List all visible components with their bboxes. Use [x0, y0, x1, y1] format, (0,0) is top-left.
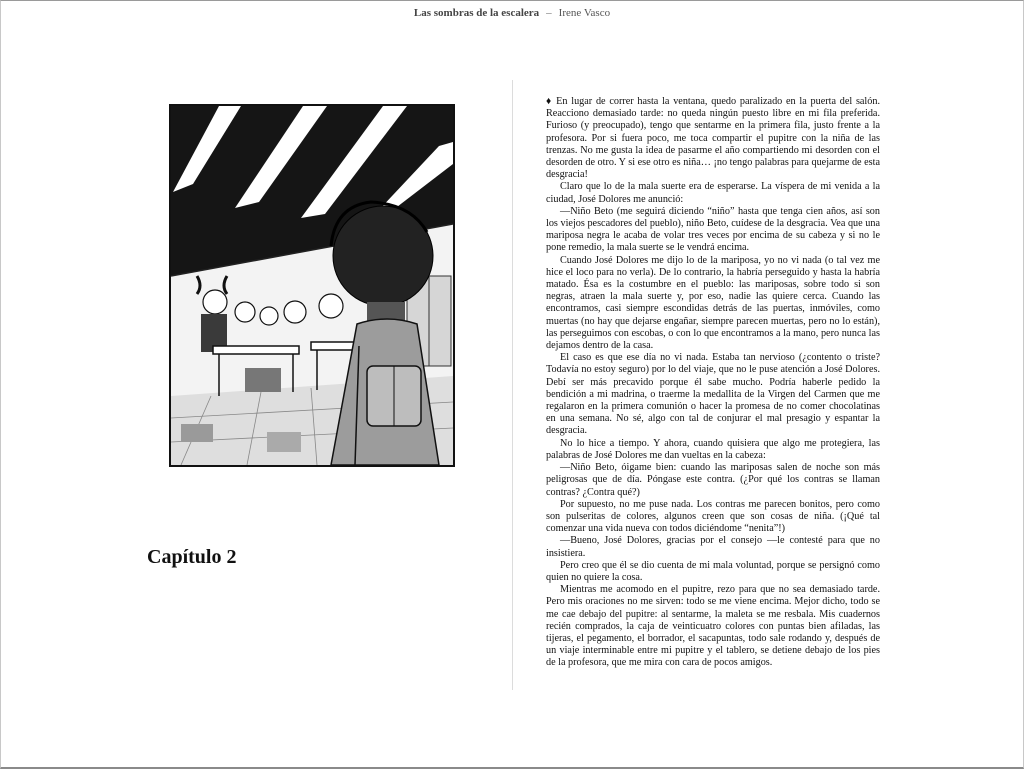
chapter-heading: Capítulo 2 — [147, 546, 237, 568]
paragraph: —Bueno, José Dolores, gracias por el consejo —le contesté para que no insistiera. — [546, 535, 880, 559]
book-author: Irene Vasco — [558, 7, 611, 19]
page-spine-divider — [512, 80, 513, 690]
book-title: Las sombras de la escalera — [413, 7, 540, 19]
paragraph: No lo hice a tiempo. Y ahora, cuando quisiera que algo me protegiera, las palabras de José Dolores me dan vueltas en la cabeza: — [546, 437, 880, 461]
header-separator: – — [546, 7, 552, 19]
paragraph: Mientras me acomodo en el pupitre, rezo para que no sea demasiado tarde. Pero mis oraciones no me sirven: todo se me viene encima. Mejor dicho, todo se me cae debajo del pupitre: al sentarme, la maleta se me resbala. Mis cuadernos recién comprados, la caja de veinticuatro colores con puntas bien afiladas, las tijeras, el pegamento, el borrador, el sacapuntas, todo sale rodando y, después de un viaje interminable entre mi pupitre y el tablero, se detiene debajo de los pies de la profesora, que me mira con cara de pocos amigos. — [546, 584, 880, 669]
classroom-illustration — [169, 104, 455, 467]
chapter-text — [546, 96, 880, 670]
paragraph: Cuando José Dolores me dijo lo de la mariposa, yo no vi nada (o tal vez me hice el loco para no verla). De lo contrario, la habría perseguido y hasta la habría matado. Ésa es la costumbre en el pueblo: las mariposas, sobre todo si son negras, atraen la mala suerte y, por eso, nadie las quiere cerca. Cuando las encontramos, casi siempre escondidas detrás de las puertas, inmóviles, como muertas (no hay que dejarse engañar, siempre parecen muertas, pero no lo están), las perseguimos con escobas, o con lo que encontramos a la mano, pero nunca las dejamos dentro de la casa. — [546, 254, 880, 352]
paragraph: —Niño Beto (me seguirá diciendo “niño” hasta que tenga cien años, así son los viejos pescadores del pueblo), niño Beto, cuídese de la desgracia. Vea que una mariposa negra le acaba de volar tres veces por encima de su cabeza y si no le pone remedio, la mala suerte se le vendrá encima. — [546, 205, 880, 254]
paragraph: El caso es que ese día no vi nada. Estaba tan nervioso (¿contento o triste? Todavía no estoy seguro) por lo del viaje, que no le puse atención a José Dolores. Debí ser más precavido porque él sabe mucho. Podría haberle pedido la bendición a mi madrina, o traerme la medallita de la Virgen del Carmen que me regalaron en la primera comunión o hacer la promesa de no comer chocolatinas en una semana. No sé, algo con tal de conjurar el mal presagio y espantar la desgracia. — [546, 352, 880, 437]
paragraph: Por supuesto, no me puse nada. Los contras me parecen bonitos, pero como son pulseritas de colores, algunos creen que son cosas de niña. (¡Qué tal comenzar una vida nueva con todos diciéndome “nenita”!) — [546, 498, 880, 535]
paragraph: ♦ En lugar de correr hasta la ventana, quedo paralizado en la puerta del salón. Reacciono demasiado tarde: no queda ningún puesto libre en mi fila preferida. Furioso (y preocupado), tengo que sentarme en la primera fila, justo frente a la profesora. Por si fuera poco, me toca compartir el pupitre con la niña de las trenzas. No me gusta la idea de pasarme el año compartiendo mi desorden con el desorden de otro. Y si ese otro es niña… ¡no tengo palabras para quejarme de esta desgracia! — [546, 96, 880, 181]
paragraph: Claro que lo de la mala suerte era de esperarse. La víspera de mi venida a la ciudad, José Dolores me anunció: — [546, 181, 880, 205]
paragraph: —Niño Beto, óigame bien: cuando las mariposas salen de noche son más peligrosas que de día. Póngase este contra. (¿Por qué los contras se llaman contras? ¿Contra qué?) — [546, 462, 880, 498]
running-header — [0, 7, 1024, 19]
paragraph: Pero creo que él se dio cuenta de mi mala voluntad, porque se persignó como quien no quiere la cosa. — [546, 559, 880, 583]
